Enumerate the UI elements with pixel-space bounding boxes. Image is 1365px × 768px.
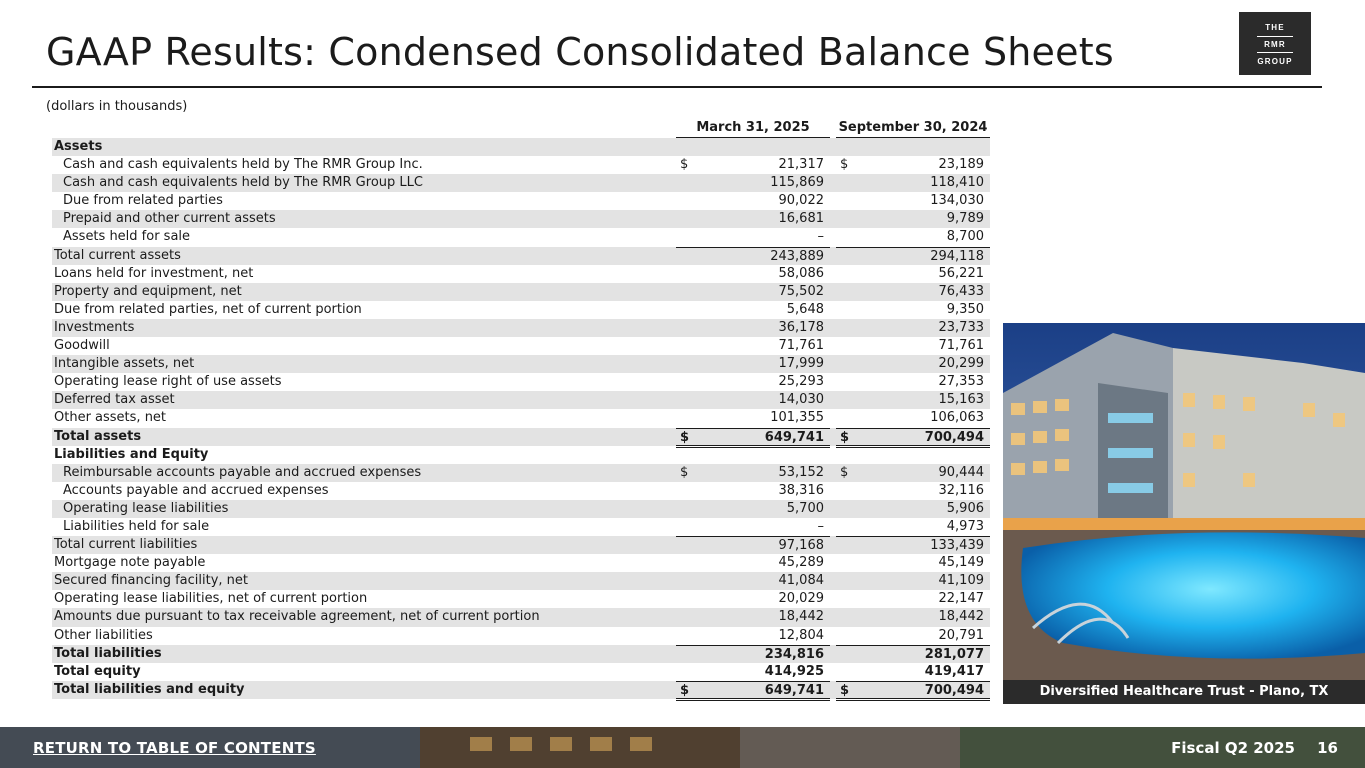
cell-march-2025 <box>676 247 830 265</box>
cell-march-2025 <box>676 572 830 590</box>
cell-value: 700,494 <box>924 429 984 445</box>
cell-value: 18,442 <box>938 609 984 625</box>
cell-value: 23,733 <box>938 319 984 335</box>
logo-rule-top <box>1257 36 1293 37</box>
cell-value: 58,086 <box>778 265 824 281</box>
table-row <box>52 518 990 536</box>
row-label: Total equity <box>54 663 141 679</box>
table-row <box>52 645 990 663</box>
table-row <box>52 283 990 301</box>
row-label: Goodwill <box>54 338 110 354</box>
table-row <box>52 554 990 572</box>
cell-september-2024 <box>836 464 990 482</box>
cell-september-2024 <box>836 228 990 246</box>
cell-value: 90,444 <box>938 464 984 480</box>
cell-march-2025 <box>676 174 830 192</box>
cell-value: 134,030 <box>930 193 984 209</box>
logo-rule-bottom <box>1257 52 1293 53</box>
page-title: GAAP Results: Condensed Consolidated Balance Sheets <box>46 30 1114 74</box>
row-label: Total liabilities <box>54 645 162 661</box>
row-label: Total liabilities and equity <box>54 681 245 697</box>
table-row <box>52 247 990 265</box>
cell-march-2025 <box>676 608 830 626</box>
rmr-group-logo <box>1239 12 1311 75</box>
cell-value: 38,316 <box>778 482 824 498</box>
currency-symbol: $ <box>680 682 690 698</box>
property-photo <box>1003 323 1365 680</box>
photo-caption: Diversified Healthcare Trust - Plano, TX <box>1003 680 1365 704</box>
currency-symbol: $ <box>840 157 849 173</box>
table-row <box>52 337 990 355</box>
cell-march-2025 <box>676 464 830 482</box>
row-label: Other liabilities <box>54 627 153 643</box>
row-label: Property and equipment, net <box>54 283 242 299</box>
cell-value: 5,648 <box>786 301 824 317</box>
cell-value: 20,029 <box>778 591 824 607</box>
table-row <box>52 319 990 337</box>
row-label: Amounts due pursuant to tax receivable agreement, net of current portion <box>54 609 540 625</box>
pool-building-image <box>1003 323 1365 680</box>
cell-march-2025 <box>676 590 830 608</box>
logo-line-1: THE <box>1265 23 1285 32</box>
return-to-toc-link[interactable]: RETURN TO TABLE OF CONTENTS <box>33 739 316 757</box>
cell-value: 20,791 <box>938 627 984 643</box>
cell-value: 23,189 <box>938 157 984 173</box>
cell-march-2025 <box>676 681 830 701</box>
cell-september-2024 <box>836 663 990 681</box>
cell-september-2024 <box>836 265 990 283</box>
logo-line-2: RMR <box>1264 40 1286 49</box>
cell-march-2025 <box>676 409 830 427</box>
cell-value: 71,761 <box>778 338 824 354</box>
cell-september-2024 <box>836 554 990 572</box>
cell-value: 5,906 <box>946 500 984 516</box>
table-total-row <box>52 428 990 446</box>
row-label: Operating lease liabilities <box>63 500 229 516</box>
cell-value: 20,299 <box>938 356 984 372</box>
cell-september-2024 <box>836 572 990 590</box>
cell-value: 243,889 <box>770 248 824 264</box>
row-label: Secured financing facility, net <box>54 573 249 589</box>
cell-value: 9,350 <box>946 301 984 317</box>
cell-value: 22,147 <box>938 591 984 607</box>
units-note: (dollars in thousands) <box>46 99 188 114</box>
cell-value: 75,502 <box>778 283 824 299</box>
row-label: Investments <box>54 319 135 335</box>
balance-sheet-table <box>52 138 990 699</box>
cell-september-2024 <box>836 608 990 626</box>
currency-symbol: $ <box>840 464 849 480</box>
cell-value: 36,178 <box>778 319 824 335</box>
cell-september-2024 <box>836 500 990 518</box>
cell-september-2024 <box>836 156 990 174</box>
table-row <box>52 355 990 373</box>
currency-symbol: $ <box>680 464 689 480</box>
row-label: Prepaid and other current assets <box>63 211 276 227</box>
cell-value: 18,442 <box>778 609 824 625</box>
cell-value: 97,168 <box>778 538 824 554</box>
logo-line-3: GROUP <box>1257 57 1293 66</box>
cell-march-2025 <box>676 536 830 554</box>
table-row <box>52 192 990 210</box>
table-row <box>52 482 990 500</box>
cell-september-2024 <box>836 391 990 409</box>
cell-value: 700,494 <box>924 682 984 698</box>
cell-march-2025 <box>676 500 830 518</box>
cell-value: 649,741 <box>764 682 824 698</box>
cell-value: – <box>817 518 824 534</box>
table-row <box>52 210 990 228</box>
cell-september-2024 <box>836 518 990 536</box>
cell-september-2024 <box>836 428 990 448</box>
cell-value: 281,077 <box>924 646 984 662</box>
table-row <box>52 409 990 427</box>
cell-march-2025 <box>676 627 830 645</box>
cell-september-2024 <box>836 337 990 355</box>
cell-march-2025 <box>676 482 830 500</box>
row-label: Due from related parties <box>63 193 223 209</box>
row-label: Loans held for investment, net <box>54 265 254 281</box>
cell-september-2024 <box>836 590 990 608</box>
cell-value: 419,417 <box>924 663 984 679</box>
table-row <box>52 174 990 192</box>
table-section-header <box>52 446 990 464</box>
row-label: Other assets, net <box>54 410 167 426</box>
table-row <box>52 608 990 626</box>
row-label: Operating lease right of use assets <box>54 374 282 390</box>
cell-value: 106,063 <box>930 410 984 426</box>
column-header-march-2025: March 31, 2025 <box>676 120 830 138</box>
table-row <box>52 572 990 590</box>
table-row <box>52 228 990 246</box>
cell-march-2025 <box>676 192 830 210</box>
currency-symbol: $ <box>680 157 689 173</box>
row-label: Assets <box>54 139 103 154</box>
fiscal-period: Fiscal Q2 2025 <box>1171 739 1295 757</box>
cell-march-2025 <box>676 554 830 572</box>
cell-value: 5,700 <box>786 500 824 516</box>
row-label: Operating lease liabilities, net of current portion <box>54 591 368 607</box>
row-label: Total assets <box>54 428 142 444</box>
table-row <box>52 265 990 283</box>
cell-september-2024 <box>836 627 990 645</box>
table-row <box>52 536 990 554</box>
cell-value: 118,410 <box>930 175 984 191</box>
cell-value: 45,289 <box>778 555 824 571</box>
cell-september-2024 <box>836 355 990 373</box>
cell-value: 76,433 <box>938 283 984 299</box>
cell-september-2024 <box>836 210 990 228</box>
cell-value: 133,439 <box>930 538 984 554</box>
cell-march-2025 <box>676 210 830 228</box>
row-label: Liabilities held for sale <box>63 518 210 534</box>
row-label: Assets held for sale <box>63 229 191 245</box>
table-row <box>52 590 990 608</box>
cell-march-2025 <box>676 265 830 283</box>
table-row <box>52 301 990 319</box>
table-row <box>52 627 990 645</box>
cell-value: 4,973 <box>946 518 984 534</box>
cell-march-2025 <box>676 283 830 301</box>
row-label: Cash and cash equivalents held by The RMR Group LLC <box>63 175 423 191</box>
cell-value: 56,221 <box>938 265 984 281</box>
cell-september-2024 <box>836 192 990 210</box>
title-divider <box>32 86 1322 88</box>
cell-value: 32,116 <box>938 482 984 498</box>
table-section-header <box>52 138 990 156</box>
cell-march-2025 <box>676 337 830 355</box>
table-row <box>52 391 990 409</box>
cell-value: 14,030 <box>778 392 824 408</box>
cell-march-2025 <box>676 663 830 681</box>
column-header-september-2024: September 30, 2024 <box>836 120 990 138</box>
row-label: Intangible assets, net <box>54 356 195 372</box>
cell-september-2024 <box>836 645 990 663</box>
cell-value: 12,804 <box>778 627 824 643</box>
cell-september-2024 <box>836 373 990 391</box>
cell-value: 8,700 <box>946 229 984 245</box>
cell-september-2024 <box>836 174 990 192</box>
cell-march-2025 <box>676 319 830 337</box>
row-label: Total current assets <box>54 247 181 263</box>
cell-march-2025 <box>676 301 830 319</box>
cell-value: 45,149 <box>938 555 984 571</box>
row-label: Accounts payable and accrued expenses <box>63 482 329 498</box>
cell-value: 15,163 <box>938 392 984 408</box>
row-label: Mortgage note payable <box>54 555 206 571</box>
row-label: Deferred tax asset <box>54 392 175 408</box>
currency-symbol: $ <box>840 682 850 698</box>
currency-symbol: $ <box>840 429 850 445</box>
cell-march-2025 <box>676 428 830 448</box>
cell-value: 41,109 <box>938 573 984 589</box>
table-row <box>52 500 990 518</box>
cell-march-2025 <box>676 156 830 174</box>
cell-september-2024 <box>836 319 990 337</box>
cell-value: 90,022 <box>778 193 824 209</box>
cell-value: 71,761 <box>938 338 984 354</box>
cell-value: 41,084 <box>778 573 824 589</box>
cell-september-2024 <box>836 247 990 265</box>
cell-march-2025 <box>676 645 830 663</box>
currency-symbol: $ <box>680 429 690 445</box>
cell-march-2025 <box>676 355 830 373</box>
cell-september-2024 <box>836 536 990 554</box>
table-row <box>52 464 990 482</box>
cell-value: 53,152 <box>778 464 824 480</box>
cell-september-2024 <box>836 681 990 701</box>
cell-march-2025 <box>676 373 830 391</box>
row-label: Liabilities and Equity <box>54 446 209 462</box>
cell-september-2024 <box>836 482 990 500</box>
table-row <box>52 663 990 681</box>
footer-bar <box>0 727 1365 768</box>
cell-value: 25,293 <box>778 374 824 390</box>
row-label: Total current liabilities <box>54 537 198 553</box>
cell-value: 101,355 <box>770 410 824 426</box>
cell-value: 17,999 <box>778 356 824 372</box>
cell-value: 294,118 <box>930 248 984 264</box>
cell-september-2024 <box>836 409 990 427</box>
page-number: 16 <box>1317 739 1338 757</box>
row-label: Cash and cash equivalents held by The RMR Group Inc. <box>63 157 423 173</box>
cell-value: 27,353 <box>938 374 984 390</box>
cell-march-2025 <box>676 391 830 409</box>
cell-march-2025 <box>676 518 830 536</box>
table-row <box>52 156 990 174</box>
cell-value: 16,681 <box>778 211 824 227</box>
cell-value: 9,789 <box>946 211 984 227</box>
table-row <box>52 373 990 391</box>
cell-value: 234,816 <box>764 646 824 662</box>
cell-value: 21,317 <box>778 157 824 173</box>
cell-value: 115,869 <box>770 175 824 191</box>
table-total-row <box>52 681 990 699</box>
cell-value: – <box>817 229 824 245</box>
cell-value: 414,925 <box>764 663 824 679</box>
cell-value: 649,741 <box>764 429 824 445</box>
row-label: Reimbursable accounts payable and accrued expenses <box>63 464 422 480</box>
cell-september-2024 <box>836 283 990 301</box>
cell-september-2024 <box>836 301 990 319</box>
cell-march-2025 <box>676 228 830 246</box>
row-label: Due from related parties, net of current portion <box>54 301 362 317</box>
